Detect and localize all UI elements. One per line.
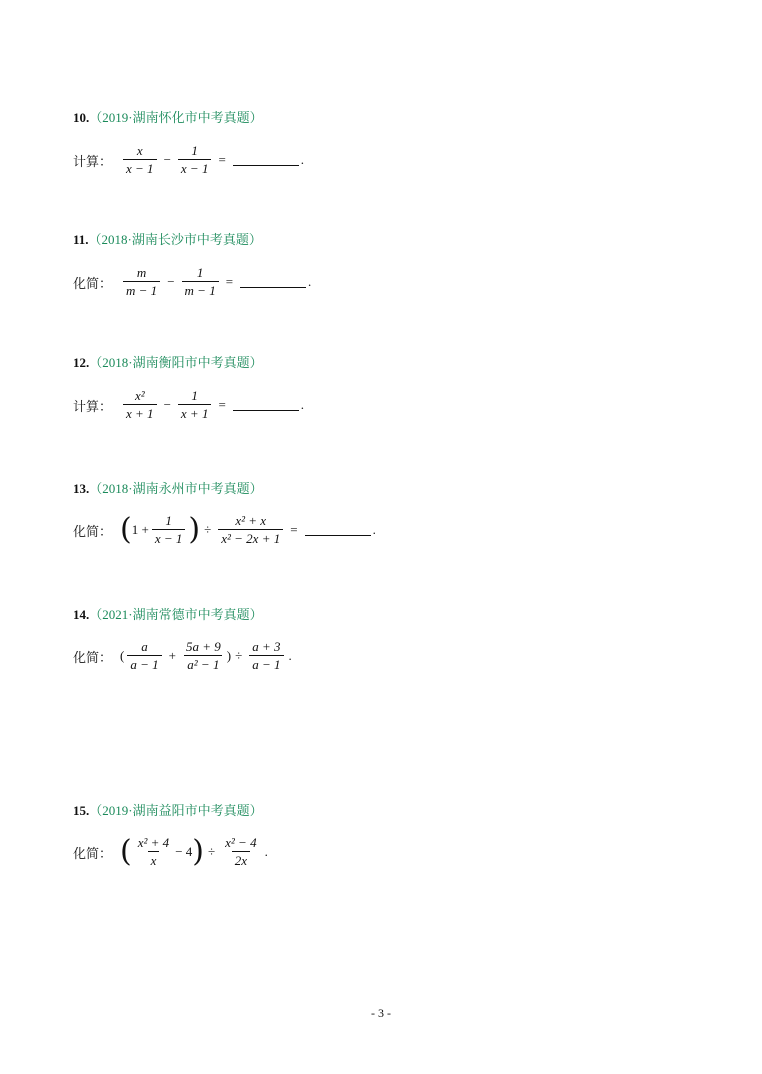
constant-term: 1 +: [131, 522, 149, 537]
numerator: a: [141, 639, 148, 654]
denominator: x + 1: [178, 404, 212, 421]
numerator: x: [136, 143, 143, 158]
right-paren: ): [192, 834, 204, 869]
right-paren: ): [188, 512, 201, 547]
right-paren: ): [226, 648, 232, 663]
problem-11: [73, 232, 312, 298]
minus-operator: −: [163, 397, 171, 412]
numerator: 1: [191, 388, 198, 403]
left-paren: (: [120, 834, 132, 869]
denominator: x − 1: [178, 159, 212, 176]
problem-14: [73, 607, 292, 672]
problem-number: 11.: [73, 232, 89, 247]
instruction-label: 化简：: [73, 276, 113, 292]
minus-four: − 4: [175, 844, 193, 859]
numerator: m: [136, 265, 147, 280]
problem-expression: [73, 836, 268, 868]
problem-source: （2019·湖南怀化市中考真题）: [89, 110, 263, 125]
fraction-2: [222, 836, 259, 868]
divide-operator: ÷: [208, 844, 216, 859]
instruction-label: 化简：: [73, 846, 113, 862]
denominator: a − 1: [249, 655, 283, 672]
numerator: x² + 4: [137, 835, 170, 850]
problem-12: [73, 355, 305, 421]
end-mark: .: [300, 152, 305, 167]
answer-blank[interactable]: [233, 164, 299, 166]
plus-operator: +: [168, 648, 176, 663]
end-mark: .: [372, 522, 376, 537]
problem-header: [73, 481, 263, 497]
left-paren: (: [120, 512, 132, 547]
equals-sign: =: [218, 152, 226, 167]
problem-number: 13.: [73, 481, 90, 496]
problem-header: [73, 355, 263, 371]
problem-source: （2018·湖南长沙市中考真题）: [88, 232, 262, 247]
problem-expression: [73, 389, 304, 421]
problem-header: [73, 110, 263, 126]
numerator: 1: [196, 265, 204, 280]
fraction-3: [249, 640, 283, 672]
denominator: a − 1: [127, 655, 161, 672]
denominator: a² − 1: [184, 655, 222, 672]
numerator: 1: [165, 513, 172, 528]
page-number: - 3 -: [371, 1006, 391, 1020]
denominator: x − 1: [152, 529, 186, 546]
problem-source: （2018·湖南永州市中考真题）: [89, 481, 263, 496]
fraction-1: [135, 836, 172, 868]
numerator: a + 3: [252, 639, 281, 654]
answer-blank[interactable]: [233, 409, 299, 411]
instruction-label: 化简：: [73, 650, 113, 666]
end-mark: .: [264, 844, 268, 859]
fraction-1: [123, 266, 160, 298]
problem-expression: [73, 266, 311, 298]
end-mark: .: [308, 274, 312, 289]
fraction-2: [178, 144, 212, 176]
denominator: x: [148, 851, 160, 868]
denominator: x² − 2x + 1: [218, 529, 283, 546]
problem-expression: [73, 514, 376, 546]
problem-expression: [73, 144, 304, 176]
numerator: 1: [191, 143, 198, 158]
denominator: 2x: [232, 851, 250, 868]
numerator: x²: [134, 388, 145, 403]
instruction-label: 计算：: [73, 399, 113, 415]
problem-number: 14.: [73, 607, 90, 622]
divide-operator: ÷: [235, 648, 243, 663]
denominator: m − 1: [123, 281, 160, 298]
problem-header: [73, 232, 262, 248]
equals-sign: =: [218, 397, 226, 412]
denominator: x + 1: [123, 404, 157, 421]
denominator: m − 1: [182, 281, 219, 298]
end-mark: .: [288, 648, 292, 663]
problem-expression: [73, 640, 292, 672]
problem-source: （2019·湖南益阳市中考真题）: [89, 803, 263, 818]
fraction-1: [152, 514, 186, 546]
problem-source: （2021·湖南常德市中考真题）: [89, 607, 263, 622]
numerator: x² + x: [235, 513, 267, 528]
problem-header: [73, 607, 263, 623]
answer-blank[interactable]: [240, 286, 306, 288]
end-mark: .: [300, 397, 305, 412]
equals-sign: =: [225, 274, 234, 289]
fraction-1: [123, 144, 157, 176]
fraction-2: [183, 640, 224, 672]
problem-15: [73, 803, 268, 869]
fraction-1: [123, 389, 157, 421]
instruction-label: 化简：: [73, 524, 113, 540]
problem-source: （2018·湖南衡阳市中考真题）: [89, 355, 263, 370]
instruction-label: 计算：: [73, 154, 113, 170]
fraction-1: [127, 640, 161, 672]
problem-number: 12.: [73, 355, 90, 370]
equals-sign: =: [290, 522, 298, 537]
problem-number: 10.: [73, 110, 90, 125]
problem-number: 15.: [73, 803, 90, 818]
problem-10: [73, 110, 305, 176]
denominator: x − 1: [123, 159, 157, 176]
minus-operator: −: [163, 152, 171, 167]
left-paren: (: [120, 648, 125, 663]
problem-header: [73, 803, 263, 819]
minus-operator: −: [167, 274, 175, 289]
divide-operator: ÷: [204, 522, 212, 537]
fraction-2: [182, 266, 219, 298]
numerator: 5a + 9: [185, 639, 221, 654]
numerator: x² − 4: [225, 835, 257, 850]
fraction-2: [178, 389, 212, 421]
answer-blank[interactable]: [305, 534, 371, 536]
fraction-2: [218, 514, 283, 546]
problem-13: [73, 481, 376, 547]
